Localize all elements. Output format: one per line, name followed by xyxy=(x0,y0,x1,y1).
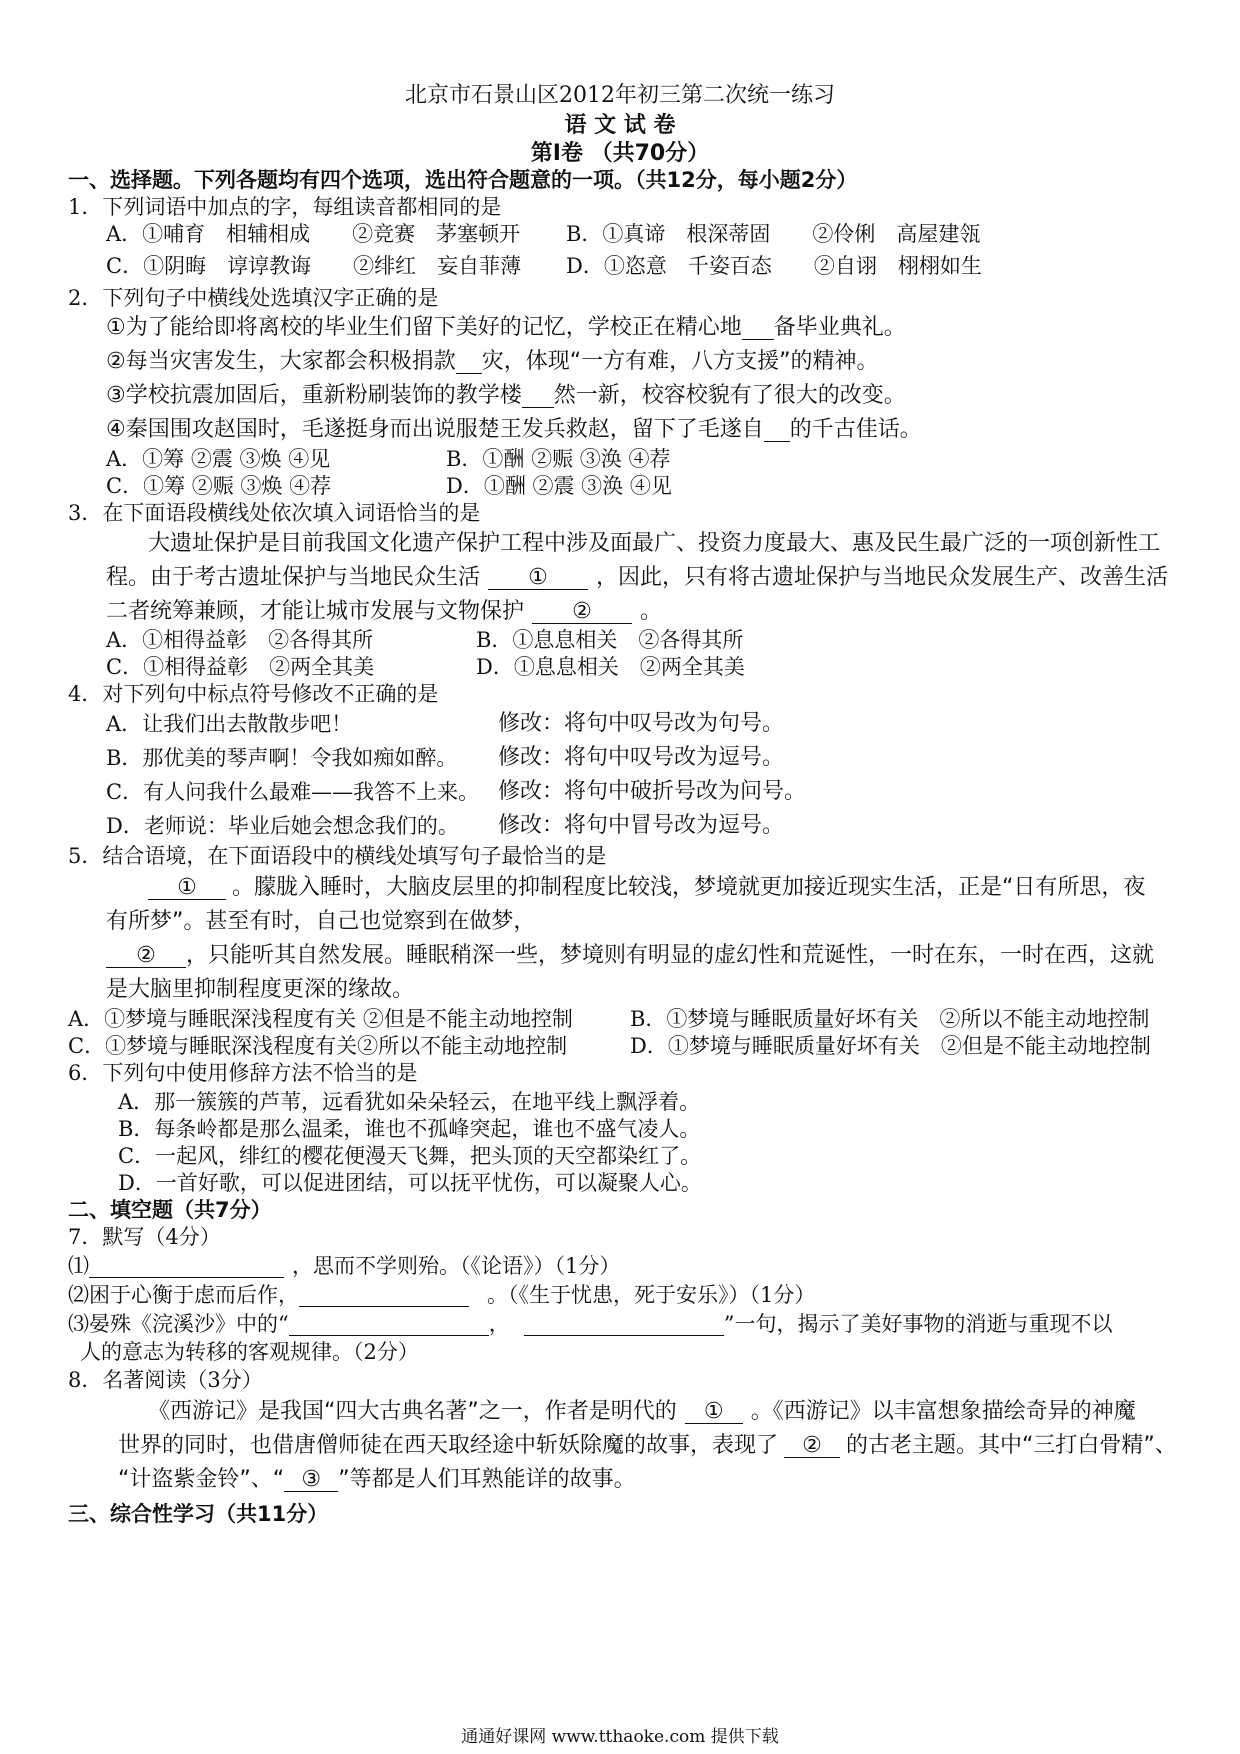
q3-blank-2: ② xyxy=(532,601,632,624)
q8-blank-3: ③ xyxy=(284,1469,338,1492)
q5-option-b: B．①梦境与睡眠质量好坏有关 ②所以不能主动地控制 xyxy=(630,1007,1150,1031)
q7-stem: 7．默写（4分） xyxy=(68,1225,221,1249)
q7-l3-suffix: ”一句，揭示了美好事物的消逝与重现不以 xyxy=(723,1312,1113,1336)
q3-p3-part-a: 二者统筹兼顾，才能让城市发展与文物保护 xyxy=(106,599,525,624)
q6-stem: 6．下列句中使用修辞方法不恰当的是 xyxy=(68,1061,418,1085)
section2-heading: 二、填空题（共7分） xyxy=(68,1198,272,1222)
volume-heading: 第Ⅰ卷 （共70分） xyxy=(530,141,710,166)
q4-option-d-fix: 修改：将句中冒号改为逗号。 xyxy=(498,813,785,838)
q3-p3-part-b: 。 xyxy=(640,599,663,624)
q8-p3-part-b: ”等都是人们耳熟能详的故事。 xyxy=(338,1467,636,1492)
q4-option-b-fix: 修改：将句中叹号改为逗号。 xyxy=(498,745,785,770)
q8-p3-part-a: “计盗紫金铃”、“ xyxy=(118,1467,285,1492)
q5-passage-line-1 xyxy=(148,874,1145,902)
q3-option-b: B．①息息相关 ②各得其所 xyxy=(476,628,744,652)
q2-option-d: D．①酬 ②震 ③涣 ④见 xyxy=(446,474,672,498)
q1-option-c: C．①阴晦 谆谆教诲 ②绯红 妄自菲薄 xyxy=(106,254,522,278)
exam-subtitle: 语 文 试 卷 xyxy=(564,113,676,138)
q7-l3-prefix: ⑶晏殊《浣溪沙》中的“ xyxy=(68,1312,289,1336)
q2-blank-4 xyxy=(764,419,790,442)
q5-blank-1: ① xyxy=(148,877,226,900)
q5-p3-text: ，只能听其自然发展。睡眠稍深一些，梦境则有明显的虚幻性和荒诞性，一时在东，一时在西，这就 xyxy=(186,943,1155,968)
section1-heading: 一、选择题。下列各题均有四个选项，选出符合题意的一项。（共12分，每小题2分） xyxy=(68,168,858,192)
q8-stem: 8．名著阅读（3分） xyxy=(68,1368,263,1392)
q7-blank-3 xyxy=(289,1313,489,1336)
q2-stem xyxy=(68,284,438,312)
q8-p1-part-b: 。《西游记》以丰富想象描绘奇异的神魔 xyxy=(750,1399,1136,1424)
q2-s2-part-b: 灾，体现“一方有难，八方支援”的精神。 xyxy=(481,349,879,374)
q5-option-c: C．①梦境与睡眠深浅程度有关②所以不能主动地控制 xyxy=(68,1034,568,1058)
q8-blank-1: ① xyxy=(685,1401,743,1424)
q8-blank-2: ② xyxy=(784,1435,840,1458)
q5-option-a: A．①梦境与睡眠深浅程度有关 ②但是不能主动地控制 xyxy=(68,1007,573,1031)
q7-l2-prefix: ⑵困于心衡于虑而后作， xyxy=(68,1283,299,1307)
q7-line-2 xyxy=(68,1281,815,1309)
q2-option-b: B．①酬 ②赈 ③涣 ④荐 xyxy=(446,447,671,471)
q8-passage-line-3 xyxy=(118,1466,636,1494)
q2-s3-part-a: ③学校抗震加固后，重新粉刷装饰的教学楼 xyxy=(106,383,522,408)
q5-passage-line-2: 有所梦”。甚至有时，自己也觉察到在做梦， xyxy=(106,909,536,934)
q3-option-c: C．①相得益彰 ②两全其美 xyxy=(106,655,375,679)
q6-option-c: C．一起风，绯红的樱花便漫天飞舞，把头顶的天空都染红了。 xyxy=(118,1144,702,1168)
q7-l3-comma: ， xyxy=(488,1312,510,1336)
q8-p2-part-b: 的古老主题。其中“三打白骨精”、 xyxy=(846,1433,1177,1458)
q2-s4-part-a: ④秦国围攻赵国时，毛遂挺身而出说服楚王发兵救赵，留下了毛遂自 xyxy=(106,417,764,442)
q7-line-4: 人的意志为转移的客观规律。（2分） xyxy=(80,1340,419,1364)
q8-passage-line-1 xyxy=(148,1398,1136,1426)
q1-stem: 1．下列词语中加点的字，每组读音都相同的是 xyxy=(68,195,502,219)
q6-option-d: D．一首好歌，可以促进团结，可以抚平忧伤，可以凝聚人心。 xyxy=(118,1171,702,1195)
q2-sentence-3 xyxy=(106,382,906,410)
page-footer: 通通好课网 www.tthaoke.com 提供下载 xyxy=(461,1727,779,1747)
q1-option-d: D．①恣意 千姿百态 ②自诩 栩栩如生 xyxy=(566,254,982,278)
q2-blank-2 xyxy=(456,351,482,374)
q4-option-a-fix: 修改：将句中叹号改为句号。 xyxy=(498,711,785,736)
q7-blank-1 xyxy=(89,1255,284,1278)
q2-sentence-1 xyxy=(106,314,906,342)
q4-option-c-fix: 修改：将句中破折号改为问号。 xyxy=(498,779,807,804)
q4-option-d: D．老师说：毕业后她会想念我们的。 xyxy=(106,814,459,838)
q3-blank-1: ① xyxy=(488,567,588,590)
q2-s1-part-b: 备毕业典礼。 xyxy=(773,315,906,340)
q2-blank-3 xyxy=(522,385,554,408)
q3-passage-line-1: 大遗址保护是目前我国文化遗产保护工程中涉及面最广、投资力度最大、惠及民生最广泛的一项创新性工 xyxy=(148,531,1161,556)
q7-l1-prefix: ⑴ xyxy=(68,1254,89,1278)
q3-p2-part-b: ，因此，只有将古遗址保护与当地民众发展生产、改善生活 xyxy=(596,565,1169,590)
q6-option-b: B．每条岭都是那么温柔，谁也不孤峰突起，谁也不盛气凌人。 xyxy=(118,1117,701,1141)
q2-stem-text: 2．下列句子中横线处选填汉字正确的是 xyxy=(68,286,439,310)
q7-line-3 xyxy=(68,1310,1112,1338)
q8-p2-part-a: 世界的同时，也借唐僧师徒在西天取经途中斩妖除魔的故事，表现了 xyxy=(118,1433,779,1458)
q2-s2-part-a: ②每当灾害发生，大家都会积极捐款 xyxy=(106,349,456,374)
q3-passage-line-2 xyxy=(106,564,1168,592)
q7-line-1 xyxy=(68,1252,620,1280)
q5-passage-line-3 xyxy=(106,942,1154,970)
q5-stem: 5．结合语境，在下面语段中的横线处填写句子最恰当的是 xyxy=(68,844,607,868)
q4-option-c: C．有人问我什么最难——我答不上来。 xyxy=(106,780,480,804)
q7-l1-text: ，思而不学则殆。（《论语》）（1分） xyxy=(292,1254,621,1278)
q4-option-a: A．让我们出去散散步吧！ xyxy=(106,712,353,736)
q5-blank-2: ② xyxy=(106,945,186,968)
q7-blank-4 xyxy=(524,1313,724,1336)
q2-sentence-2 xyxy=(106,348,879,376)
exam-title: 北京市石景山区2012年初三第二次统一练习 xyxy=(405,83,835,108)
q3-option-d: D．①息息相关 ②两全其美 xyxy=(476,655,745,679)
q2-s1-part-a: ①为了能给即将离校的毕业生们留下美好的记忆，学校正在精心地 xyxy=(106,315,742,340)
q3-p2-part-a: 程。由于考古遗址保护与当地民众生活 xyxy=(106,565,481,590)
q1-option-b: B．①真谛 根深蒂固 ②伶俐 高屋建瓴 xyxy=(566,222,981,246)
section3-heading: 三、综合性学习（共11分） xyxy=(68,1502,329,1526)
q5-passage-line-4: 是大脑里抑制程度更深的缘故。 xyxy=(106,977,415,1002)
q8-passage-line-2 xyxy=(118,1432,1177,1460)
q1-option-a: A．①哺育 相辅相成 ②竞赛 茅塞顿开 xyxy=(106,222,521,246)
q3-passage-line-3 xyxy=(106,598,662,626)
q2-s4-part-b: 的千古佳话。 xyxy=(789,417,922,442)
q4-option-b: B．那优美的琴声啊！令我如痴如醉。 xyxy=(106,746,458,770)
q6-option-a: A．那一簇簇的芦苇，远看犹如朵朵轻云，在地平线上飘浮着。 xyxy=(118,1090,701,1114)
q7-blank-2 xyxy=(299,1284,469,1307)
q4-stem: 4．对下列句中标点符号修改不正确的是 xyxy=(68,682,439,706)
q3-stem: 3．在下面语段横线处依次填入词语恰当的是 xyxy=(68,501,481,525)
q3-option-a: A．①相得益彰 ②各得其所 xyxy=(106,628,374,652)
q2-option-c: C．①筹 ②赈 ③焕 ④荐 xyxy=(106,474,332,498)
q2-option-a: A．①筹 ②震 ③焕 ④见 xyxy=(106,447,331,471)
q8-p1-part-a: 《西游记》是我国“四大古典名著”之一，作者是明代的 xyxy=(148,1399,677,1424)
q2-s3-part-b: 然一新，校容校貌有了很大的改变。 xyxy=(553,383,906,408)
q5-p1-text: 。朦胧入睡时，大脑皮层里的抑制程度比较浅，梦境就更加接近现实生活，正是“日有所思，夜 xyxy=(232,875,1146,900)
q2-sentence-4 xyxy=(106,416,922,444)
q5-option-d: D．①梦境与睡眠质量好坏有关 ②但是不能主动地控制 xyxy=(630,1034,1151,1058)
q7-l2-text: 。（《生于忧患，死于安乐》）（1分） xyxy=(487,1283,816,1307)
q2-blank-1 xyxy=(742,317,774,340)
